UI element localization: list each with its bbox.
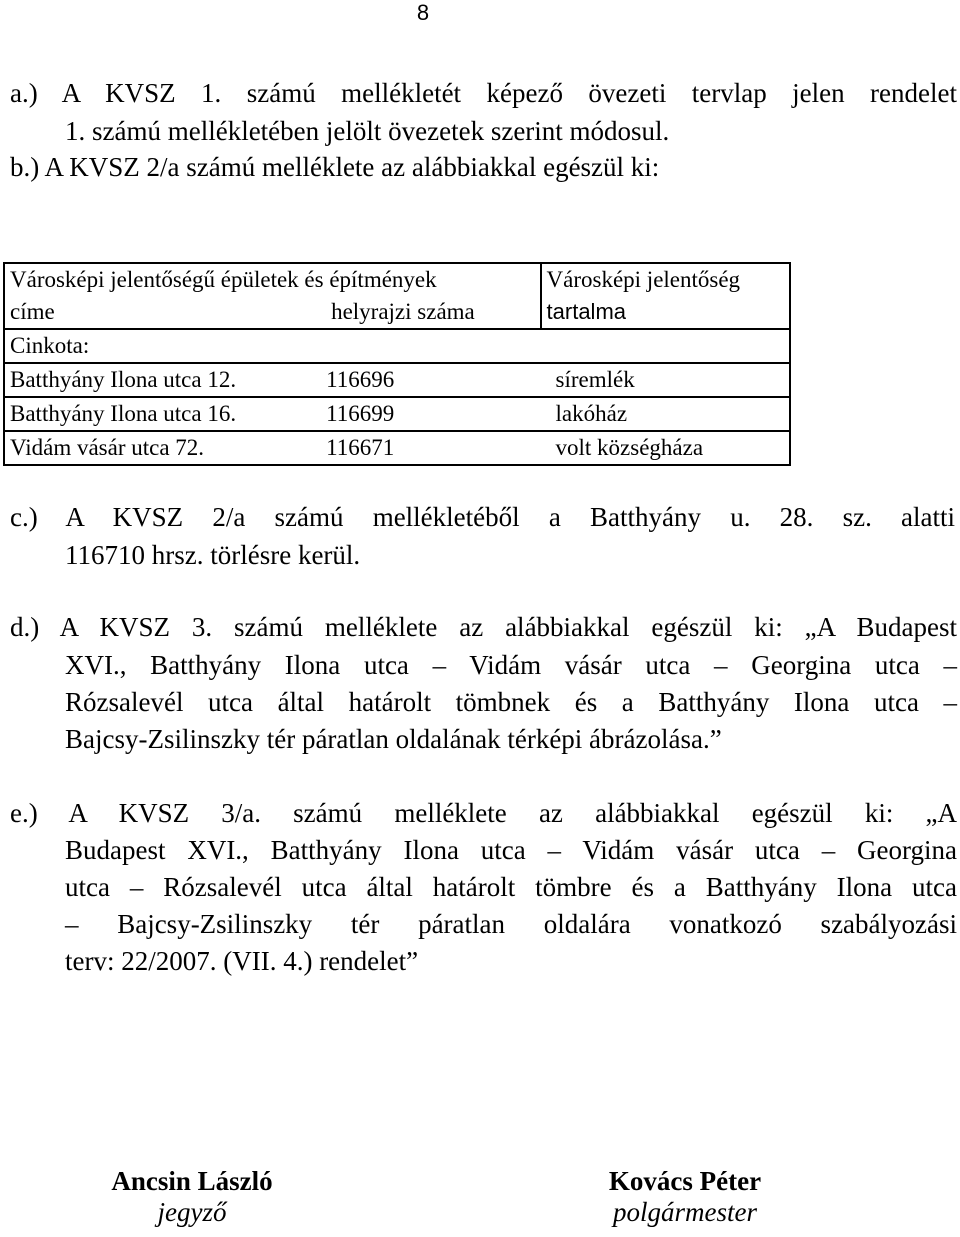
header-address: címe xyxy=(4,296,321,329)
cell-content: volt községháza xyxy=(541,431,790,465)
table-header-row xyxy=(4,263,790,296)
para-c-line1: c.) A KVSZ 2/a számú mellékletéből a Batthyány u. 28. sz. alatti xyxy=(10,502,955,532)
table-row xyxy=(4,431,790,465)
para-d-line4: Bajcsy-Zsilinszky tér páratlan oldalának térképi ábrázolása.” xyxy=(65,724,722,754)
para-b-line1: b.) A KVSZ 2/a számú melléklete az alábbiakkal egészül ki: xyxy=(10,152,660,182)
para-c-line2: 116710 hrsz. törlésre kerül. xyxy=(65,540,361,570)
signer-name-left: Ancsin László xyxy=(111,1166,273,1196)
signer-role-left: jegyző xyxy=(157,1197,227,1227)
table-row xyxy=(4,363,790,397)
para-e-line1: e.) A KVSZ 3/a. számú melléklete az alábbiakkal egészül ki: „A xyxy=(10,798,957,828)
para-e-line4: – Bajcsy-Zsilinszky tér páratlan oldalára vonatkozó szabályozási xyxy=(65,909,957,939)
signature-right xyxy=(580,1166,790,1228)
cell-hrsz: 116699 xyxy=(321,397,540,431)
cell-content: síremlék xyxy=(541,363,790,397)
buildings-table xyxy=(3,262,791,466)
para-d-line1: d.) A KVSZ 3. számú melléklete az alábbiakkal egészül ki: „A Budapest xyxy=(10,612,957,642)
page-number: 8 xyxy=(416,0,430,25)
cell-hrsz: 116671 xyxy=(321,431,540,465)
header-significance: Városképi jelentőség xyxy=(541,263,790,296)
cell-address: Batthyány Ilona utca 16. xyxy=(4,397,321,431)
para-a-line1: a.) A KVSZ 1. számú mellékletét képező övezeti tervlap jelen rendelet xyxy=(10,78,957,108)
header-hrsz: helyrajzi száma xyxy=(321,296,540,329)
cell-address: Batthyány Ilona utca 12. xyxy=(4,363,321,397)
signer-role-right: polgármester xyxy=(613,1197,757,1227)
signer-name-right: Kovács Péter xyxy=(608,1166,762,1196)
cell-content: lakóház xyxy=(541,397,790,431)
signature-left xyxy=(62,1166,322,1228)
cell-hrsz: 116696 xyxy=(321,363,540,397)
table-subheader-row xyxy=(4,296,790,329)
section-cinkota: Cinkota: xyxy=(4,329,790,363)
cell-address: Vidám vásár utca 72. xyxy=(4,431,321,465)
para-e-line2: Budapest XVI., Batthyány Ilona utca – Vidám vásár utca – Georgina xyxy=(65,835,957,865)
para-d-line3: Rózsalevél utca által határolt tömbnek és a Batthyány Ilona utca – xyxy=(65,687,957,717)
para-a-line2: 1. számú mellékletében jelölt övezetek szerint módosul. xyxy=(65,116,670,146)
para-e-line3: utca – Rózsalevél utca által határolt tömbre és a Batthyány Ilona utca xyxy=(65,872,957,902)
header-buildings: Városképi jelentőségű épületek és építmények xyxy=(4,263,541,296)
table-section-row xyxy=(4,329,790,363)
para-e-line5: terv: 22/2007. (VII. 4.) rendelet” xyxy=(65,946,419,976)
table-row xyxy=(4,397,790,431)
header-content: tartalma xyxy=(541,296,790,329)
para-d-line2: XVI., Batthyány Ilona utca – Vidám vásár utca – Georgina utca – xyxy=(65,650,957,680)
